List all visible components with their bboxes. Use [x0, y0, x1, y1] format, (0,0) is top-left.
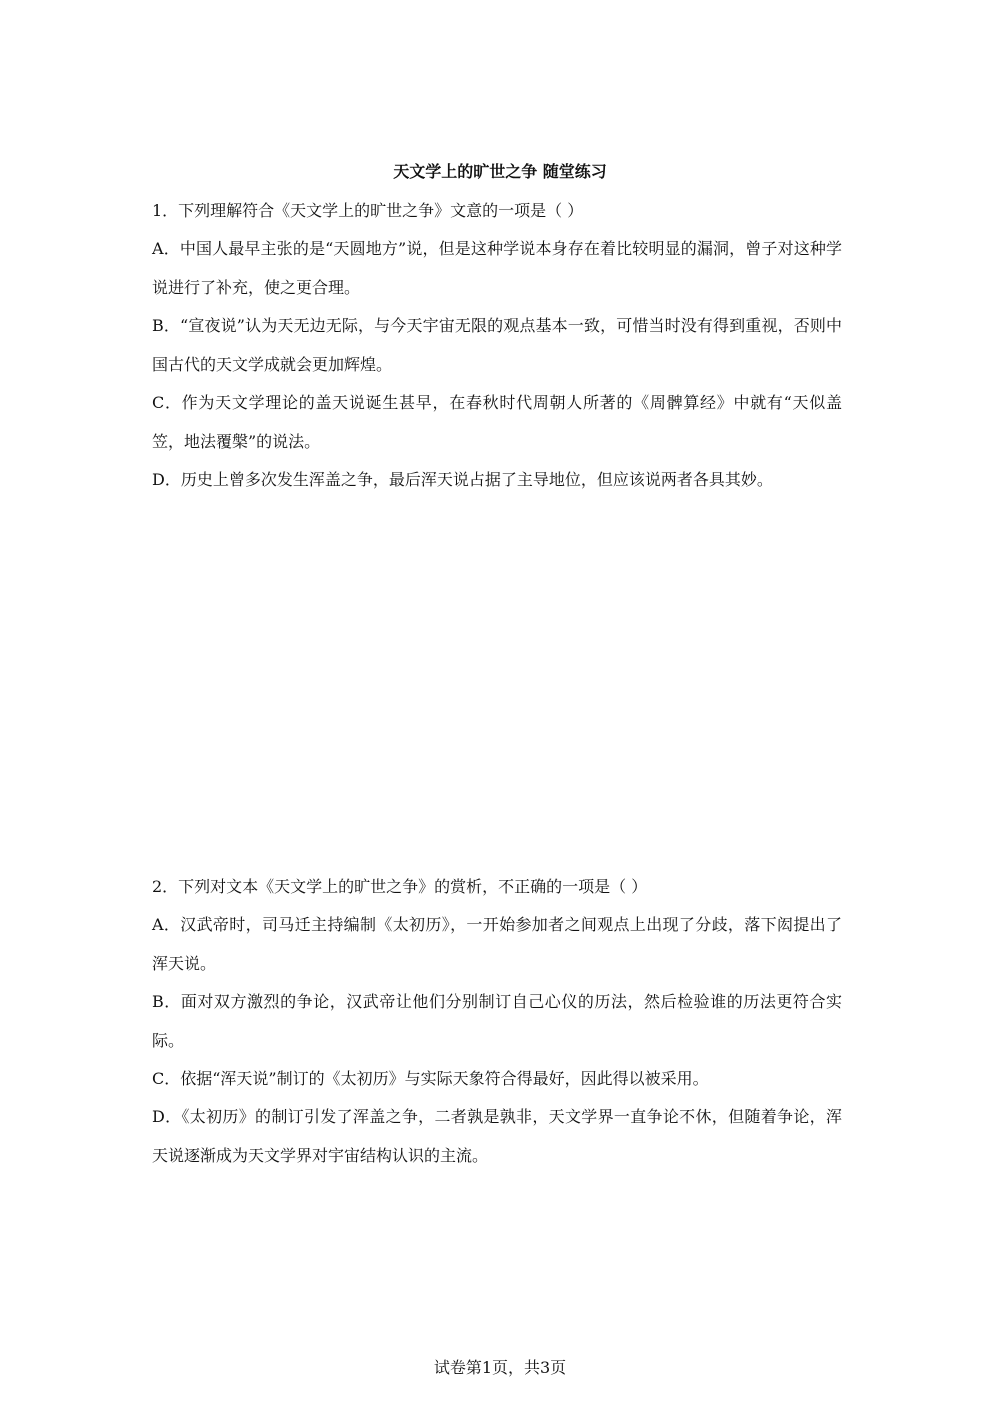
question-2-stem: 2．下列对文本《天文学上的旷世之争》的赏析，不正确的一项是（ ） [152, 877, 648, 896]
document-title: 天文学上的旷世之争 随堂练习 [393, 162, 607, 181]
question-1 [152, 199, 842, 499]
question-2 [152, 875, 842, 1175]
page-footer: 试卷第1页，共3页 [433, 1358, 567, 1377]
question-2-option-b: B．面对双方激烈的争论，汉武帝让他们分别制订自己心仪的历法，然后检验谁的历法更符合实际。 [152, 992, 842, 1050]
question-1-stem: 1．下列理解符合《天文学上的旷世之争》文意的一项是（ ） [152, 201, 584, 220]
question-1-option-d: D．历史上曾多次发生浑盖之争，最后浑天说占据了主导地位，但应该说两者各具其妙。 [152, 470, 773, 489]
question-2-option-a: A．汉武帝时，司马迁主持编制《太初历》，一开始参加者之间观点上出现了分歧，落下闳提出了浑天说。 [152, 915, 842, 973]
question-1-option-b: B．“宣夜说”认为天无边无际，与今天宇宙无限的观点基本一致，可惜当时没有得到重视，否则中国古代的天文学成就会更加辉煌。 [152, 316, 842, 374]
question-1-option-c: C．作为天文学理论的盖天说诞生甚早，在春秋时代周朝人所著的《周髀算经》中就有“天似盖笠，地法覆槃”的说法。 [152, 393, 842, 451]
question-2-option-d: D．《太初历》的制订引发了浑盖之争，二者孰是孰非，天文学界一直争论不休，但随着争论，浑天说逐渐成为天文学界对宇宙结构认识的主流。 [152, 1107, 842, 1165]
question-1-option-a: A．中国人最早主张的是“天圆地方”说，但是这种学说本身存在着比较明显的漏洞，曾子对这种学说进行了补充，使之更合理。 [152, 239, 842, 297]
question-2-option-c: C．依据“浑天说”制订的《太初历》与实际天象符合得最好，因此得以被采用。 [152, 1069, 709, 1088]
